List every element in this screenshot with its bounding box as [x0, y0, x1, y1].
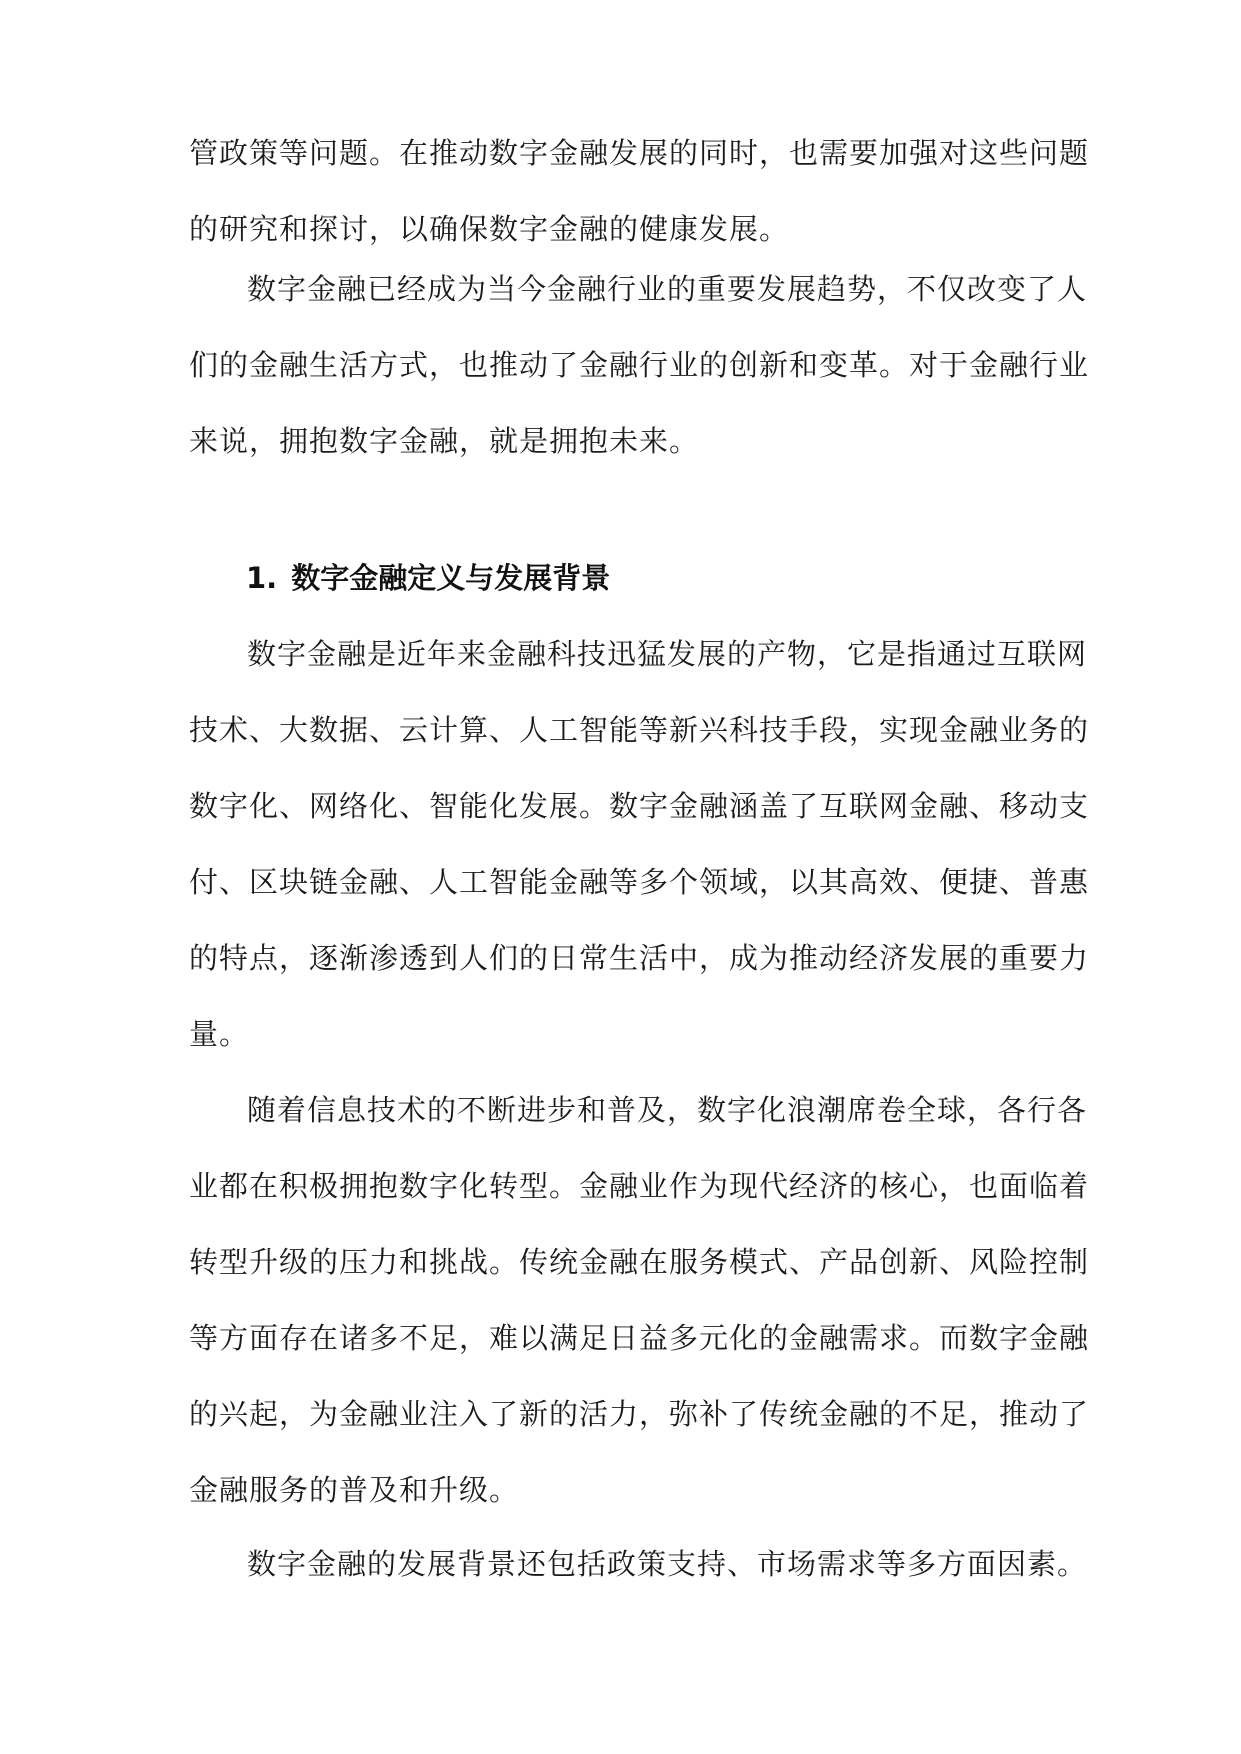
paragraph-line: 们的金融生活方式，也推动了金融行业的创新和变革。对于金融行业	[189, 348, 1090, 382]
paragraph-line: 金融服务的普及和升级。	[189, 1473, 520, 1507]
paragraph-line: 转型升级的压力和挑战。传统金融在服务模式、产品创新、风险控制	[189, 1245, 1090, 1279]
paragraph-line: 技术、大数据、云计算、人工智能等新兴科技手段，实现金融业务的	[189, 713, 1090, 747]
section-heading	[246, 540, 610, 616]
paragraph-line: 等方面存在诸多不足，难以满足日益多元化的金融需求。而数字金融	[189, 1321, 1090, 1355]
paragraph-line: 管政策等问题。在推动数字金融发展的同时，也需要加强对这些问题	[189, 136, 1090, 170]
paragraph-5	[189, 1526, 1088, 1602]
paragraph-line: 的特点，逐渐渗透到人们的日常生活中，成为推动经济发展的重要力	[189, 941, 1090, 975]
paragraph-line: 的研究和探讨，以确保数字金融的健康发展。	[189, 212, 790, 246]
paragraph-line: 量。	[189, 1017, 250, 1051]
paragraph-line: 来说，拥抱数字金融，就是拥抱未来。	[189, 424, 700, 458]
paragraph-line: 数字金融已经成为当今金融行业的重要发展趋势，不仅改变了人	[247, 272, 1088, 306]
section-number: 1.	[246, 561, 278, 595]
paragraph-line: 数字金融是近年来金融科技迅猛发展的产物，它是指通过互联网	[247, 637, 1088, 671]
paragraph-line: 随着信息技术的不断进步和普及，数字化浪潮席卷全球，各行各	[247, 1093, 1088, 1127]
paragraph-line: 付、区块链金融、人工智能金融等多个领域，以其高效、便捷、普惠	[189, 865, 1090, 899]
section-title: 数字金融定义与发展背景	[291, 561, 611, 595]
paragraph-line: 数字化、网络化、智能化发展。数字金融涵盖了互联网金融、移动支	[189, 789, 1090, 823]
paragraph-1	[189, 115, 1090, 267]
paragraph-2	[189, 251, 1090, 479]
paragraph-line: 的兴起，为金融业注入了新的活力，弥补了传统金融的不足，推动了	[189, 1397, 1090, 1431]
paragraph-line: 业都在积极拥抱数字化转型。金融业作为现代经济的核心，也面临着	[189, 1169, 1090, 1203]
paragraph-4	[189, 1072, 1090, 1528]
paragraph-3	[189, 616, 1090, 1072]
paragraph-line: 数字金融的发展背景还包括政策支持、市场需求等多方面因素。	[247, 1547, 1088, 1581]
